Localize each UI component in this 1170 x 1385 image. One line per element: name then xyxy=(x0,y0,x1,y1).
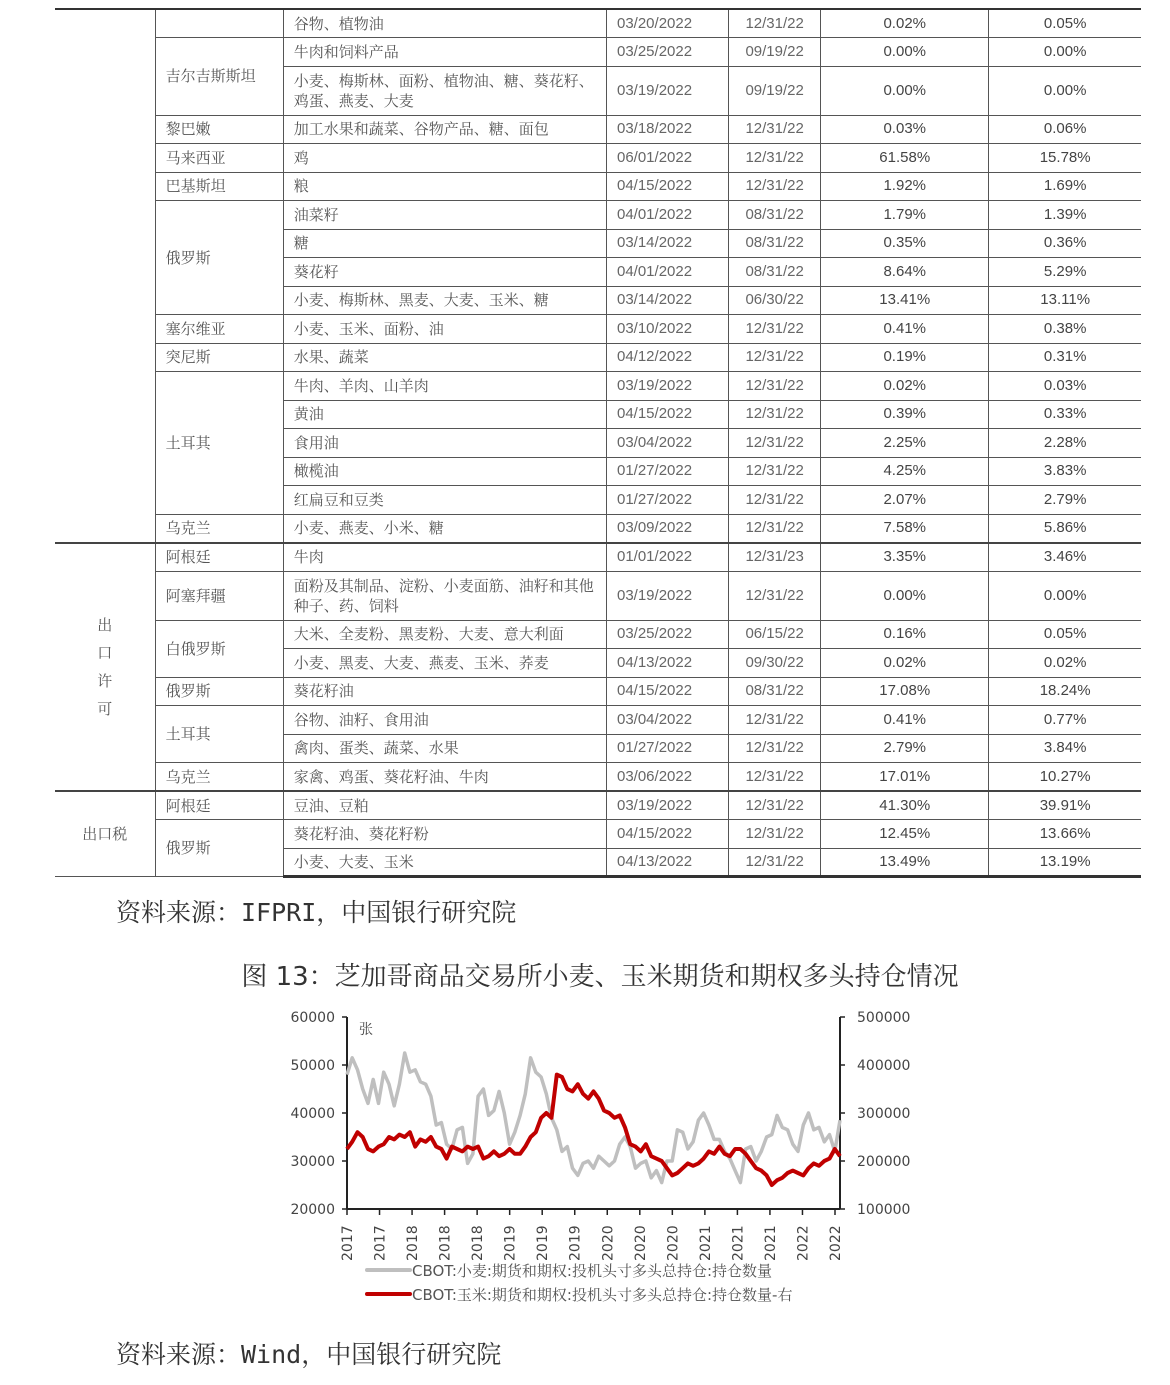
share-calorie-cell: 61.58% xyxy=(821,144,989,173)
start-date-cell: 03/04/2022 xyxy=(606,706,728,735)
table-row xyxy=(55,620,1141,649)
table-row xyxy=(55,172,1141,201)
share-calorie-cell: 41.30% xyxy=(821,791,989,820)
items-cell: 谷物、油籽、食用油 xyxy=(283,706,606,735)
share-trade-cell: 3.83% xyxy=(989,457,1141,486)
start-date-cell: 03/04/2022 xyxy=(606,429,728,458)
start-date-cell: 04/01/2022 xyxy=(606,201,728,230)
start-date-cell: 03/09/2022 xyxy=(606,514,728,543)
end-date-cell: 12/31/22 xyxy=(729,457,821,486)
items-cell: 红扁豆和豆类 xyxy=(283,486,606,515)
end-date-cell: 12/31/22 xyxy=(729,9,821,38)
x-tick-label: 2021 xyxy=(730,1225,747,1261)
end-date-cell: 08/31/22 xyxy=(729,229,821,258)
start-date-cell: 03/18/2022 xyxy=(606,115,728,144)
end-date-cell: 12/31/22 xyxy=(729,571,821,620)
share-calorie-cell: 0.02% xyxy=(821,372,989,401)
table-row xyxy=(55,9,1141,38)
end-date-cell: 12/31/22 xyxy=(729,372,821,401)
table-row xyxy=(55,372,1141,401)
left-tick-label: 60000 xyxy=(290,1010,335,1026)
items-cell: 葵花籽 xyxy=(283,258,606,287)
items-cell: 禽肉、蛋类、蔬菜、水果 xyxy=(283,734,606,763)
country-cell: 阿根廷 xyxy=(155,543,283,572)
country-cell: 阿根廷 xyxy=(155,791,283,820)
start-date-cell: 03/06/2022 xyxy=(606,763,728,792)
items-cell: 谷物、植物油 xyxy=(283,9,606,38)
country-cell: 乌克兰 xyxy=(155,763,283,792)
items-cell: 家禽、鸡蛋、葵花籽油、牛肉 xyxy=(283,763,606,792)
items-cell: 鸡 xyxy=(283,144,606,173)
share-calorie-cell: 0.00% xyxy=(821,38,989,67)
left-tick-label: 20000 xyxy=(290,1202,335,1218)
country-cell: 马来西亚 xyxy=(155,144,283,173)
country-cell: 突尼斯 xyxy=(155,343,283,372)
legend-label-wheat: CBOT:小麦:期货和期权:投机头寸多头总持仓:持仓数量 xyxy=(412,1262,773,1280)
end-date-cell: 09/30/22 xyxy=(729,649,821,678)
start-date-cell: 04/15/2022 xyxy=(606,172,728,201)
items-cell: 黄油 xyxy=(283,400,606,429)
share-trade-cell: 13.19% xyxy=(989,848,1141,877)
table-row xyxy=(55,571,1141,620)
country-cell: 土耳其 xyxy=(155,706,283,763)
x-tick-label: 2017 xyxy=(372,1225,389,1261)
items-cell: 小麦、梅斯林、面粉、植物油、糖、葵花籽、鸡蛋、燕麦、大麦 xyxy=(283,66,606,115)
end-date-cell: 09/19/22 xyxy=(729,38,821,67)
end-date-cell: 06/15/22 xyxy=(729,620,821,649)
country-cell: 俄罗斯 xyxy=(155,820,283,877)
left-tick-label: 40000 xyxy=(290,1106,335,1122)
country-cell: 巴基斯坦 xyxy=(155,172,283,201)
table-row xyxy=(55,677,1141,706)
start-date-cell: 03/19/2022 xyxy=(606,66,728,115)
x-tick-label: 2018 xyxy=(405,1225,422,1261)
end-date-cell: 12/31/23 xyxy=(729,543,821,572)
share-trade-cell: 1.69% xyxy=(989,172,1141,201)
country-cell: 白俄罗斯 xyxy=(155,620,283,677)
end-date-cell: 12/31/22 xyxy=(729,763,821,792)
items-cell: 糖 xyxy=(283,229,606,258)
table-row xyxy=(55,706,1141,735)
share-trade-cell: 2.79% xyxy=(989,486,1141,515)
share-trade-cell: 3.84% xyxy=(989,734,1141,763)
right-tick-label: 100000 xyxy=(857,1202,911,1218)
country-cell: 俄罗斯 xyxy=(155,201,283,315)
category-char: 许 xyxy=(97,671,113,690)
country-cell: 乌克兰 xyxy=(155,514,283,543)
share-trade-cell: 0.00% xyxy=(989,571,1141,620)
start-date-cell: 03/25/2022 xyxy=(606,620,728,649)
items-cell: 大米、全麦粉、黑麦粉、大麦、意大利面 xyxy=(283,620,606,649)
end-date-cell: 12/31/22 xyxy=(729,734,821,763)
unit-label: 张 xyxy=(359,1022,373,1038)
x-tick-label: 2018 xyxy=(437,1225,454,1261)
share-trade-cell: 0.05% xyxy=(989,620,1141,649)
category-char: 出 xyxy=(97,615,113,634)
end-date-cell: 08/31/22 xyxy=(729,677,821,706)
start-date-cell: 03/19/2022 xyxy=(606,372,728,401)
country-cell: 吉尔吉斯斯坦 xyxy=(155,38,283,116)
share-calorie-cell: 1.79% xyxy=(821,201,989,230)
left-tick-label: 30000 xyxy=(290,1154,335,1170)
category-char: 可 xyxy=(97,699,113,718)
share-calorie-cell: 13.41% xyxy=(821,286,989,315)
country-cell: 阿塞拜疆 xyxy=(155,571,283,620)
left-tick-label: 50000 xyxy=(290,1058,335,1074)
end-date-cell: 08/31/22 xyxy=(729,201,821,230)
share-calorie-cell: 2.07% xyxy=(821,486,989,515)
table-row xyxy=(55,144,1141,173)
items-cell: 橄榄油 xyxy=(283,457,606,486)
table-row xyxy=(55,201,1141,230)
x-tick-label: 2017 xyxy=(340,1225,356,1261)
country-cell: 黎巴嫩 xyxy=(155,115,283,144)
end-date-cell: 12/31/22 xyxy=(729,706,821,735)
table-row xyxy=(55,115,1141,144)
share-trade-cell: 2.28% xyxy=(989,429,1141,458)
x-tick-label: 2022 xyxy=(828,1225,844,1261)
share-calorie-cell: 0.39% xyxy=(821,400,989,429)
share-calorie-cell: 12.45% xyxy=(821,820,989,849)
end-date-cell: 12/31/22 xyxy=(729,791,821,820)
share-trade-cell: 0.03% xyxy=(989,372,1141,401)
right-tick-label: 400000 xyxy=(857,1058,911,1074)
x-tick-label: 2022 xyxy=(795,1225,812,1261)
right-tick-label: 300000 xyxy=(857,1106,911,1122)
share-trade-cell: 5.86% xyxy=(989,514,1141,543)
end-date-cell: 12/31/22 xyxy=(729,343,821,372)
start-date-cell: 01/27/2022 xyxy=(606,457,728,486)
end-date-cell: 12/31/22 xyxy=(729,848,821,877)
share-calorie-cell: 1.92% xyxy=(821,172,989,201)
positions-line-chart xyxy=(260,1000,960,1320)
x-tick-label: 2019 xyxy=(502,1225,519,1261)
share-calorie-cell: 13.49% xyxy=(821,848,989,877)
start-date-cell: 03/20/2022 xyxy=(606,9,728,38)
start-date-cell: 03/14/2022 xyxy=(606,286,728,315)
items-cell: 粮 xyxy=(283,172,606,201)
share-trade-cell: 0.33% xyxy=(989,400,1141,429)
x-tick-label: 2020 xyxy=(600,1225,617,1261)
start-date-cell: 04/15/2022 xyxy=(606,400,728,429)
category-char: 口 xyxy=(97,643,113,662)
end-date-cell: 12/31/22 xyxy=(729,115,821,144)
share-trade-cell: 5.29% xyxy=(989,258,1141,287)
end-date-cell: 12/31/22 xyxy=(729,514,821,543)
wheat-series-line xyxy=(347,1053,840,1183)
category-cell xyxy=(55,543,155,792)
items-cell: 水果、蔬菜 xyxy=(283,343,606,372)
start-date-cell: 04/13/2022 xyxy=(606,649,728,678)
items-cell: 小麦、黑麦、大麦、燕麦、玉米、荞麦 xyxy=(283,649,606,678)
country-cell: 塞尔维亚 xyxy=(155,315,283,344)
start-date-cell: 01/27/2022 xyxy=(606,734,728,763)
start-date-cell: 01/27/2022 xyxy=(606,486,728,515)
end-date-cell: 12/31/22 xyxy=(729,486,821,515)
right-tick-label: 200000 xyxy=(857,1154,911,1170)
source-note-ifpri: 资料来源：IFPRI，中国银行研究院 xyxy=(116,898,517,927)
items-cell: 豆油、豆粕 xyxy=(283,791,606,820)
share-calorie-cell: 17.01% xyxy=(821,763,989,792)
share-calorie-cell: 17.08% xyxy=(821,677,989,706)
items-cell: 面粉及其制品、淀粉、小麦面筋、油籽和其他种子、药、饲料 xyxy=(283,571,606,620)
share-calorie-cell: 0.00% xyxy=(821,66,989,115)
end-date-cell: 12/31/22 xyxy=(729,144,821,173)
items-cell: 牛肉、羊肉、山羊肉 xyxy=(283,372,606,401)
share-trade-cell: 15.78% xyxy=(989,144,1141,173)
end-date-cell: 06/30/22 xyxy=(729,286,821,315)
share-trade-cell: 13.11% xyxy=(989,286,1141,315)
country-cell xyxy=(155,9,283,38)
items-cell: 牛肉和饲料产品 xyxy=(283,38,606,67)
figure-title: 图 13：芝加哥商品交易所小麦、玉米期货和期权多头持仓情况 xyxy=(241,962,959,992)
share-calorie-cell: 3.35% xyxy=(821,543,989,572)
x-tick-label: 2020 xyxy=(632,1225,649,1261)
share-trade-cell: 39.91% xyxy=(989,791,1141,820)
start-date-cell: 03/10/2022 xyxy=(606,315,728,344)
items-cell: 小麦、燕麦、小米、糖 xyxy=(283,514,606,543)
category-cell xyxy=(55,9,155,543)
share-trade-cell: 0.05% xyxy=(989,9,1141,38)
items-cell: 加工水果和蔬菜、谷物产品、糖、面包 xyxy=(283,115,606,144)
start-date-cell: 04/15/2022 xyxy=(606,677,728,706)
right-tick-label: 500000 xyxy=(857,1010,911,1026)
share-calorie-cell: 0.03% xyxy=(821,115,989,144)
share-calorie-cell: 0.02% xyxy=(821,649,989,678)
country-cell: 俄罗斯 xyxy=(155,677,283,706)
share-trade-cell: 0.06% xyxy=(989,115,1141,144)
start-date-cell: 04/01/2022 xyxy=(606,258,728,287)
x-tick-label: 2019 xyxy=(567,1225,584,1261)
share-trade-cell: 18.24% xyxy=(989,677,1141,706)
start-date-cell: 04/13/2022 xyxy=(606,848,728,877)
start-date-cell: 01/01/2022 xyxy=(606,543,728,572)
end-date-cell: 09/19/22 xyxy=(729,66,821,115)
share-calorie-cell: 2.79% xyxy=(821,734,989,763)
items-cell: 葵花籽油、葵花籽粉 xyxy=(283,820,606,849)
share-trade-cell: 0.00% xyxy=(989,38,1141,67)
table-row xyxy=(55,343,1141,372)
items-cell: 小麦、梅斯林、黑麦、大麦、玉米、糖 xyxy=(283,286,606,315)
share-trade-cell: 0.31% xyxy=(989,343,1141,372)
share-trade-cell: 0.00% xyxy=(989,66,1141,115)
start-date-cell: 03/19/2022 xyxy=(606,791,728,820)
items-cell: 食用油 xyxy=(283,429,606,458)
share-trade-cell: 10.27% xyxy=(989,763,1141,792)
table-row xyxy=(55,791,1141,820)
source-note-wind: 资料来源：Wind，中国银行研究院 xyxy=(116,1340,502,1369)
share-calorie-cell: 0.41% xyxy=(821,315,989,344)
trade-restrictions-table xyxy=(55,8,1141,878)
table-row xyxy=(55,543,1141,572)
end-date-cell: 08/31/22 xyxy=(729,258,821,287)
start-date-cell: 03/14/2022 xyxy=(606,229,728,258)
share-trade-cell: 0.38% xyxy=(989,315,1141,344)
start-date-cell: 04/12/2022 xyxy=(606,343,728,372)
table-row xyxy=(55,315,1141,344)
x-tick-label: 2021 xyxy=(762,1225,779,1261)
start-date-cell: 04/15/2022 xyxy=(606,820,728,849)
share-calorie-cell: 0.02% xyxy=(821,9,989,38)
share-calorie-cell: 2.25% xyxy=(821,429,989,458)
share-trade-cell: 1.39% xyxy=(989,201,1141,230)
table-row xyxy=(55,763,1141,792)
start-date-cell: 03/19/2022 xyxy=(606,571,728,620)
x-tick-label: 2021 xyxy=(697,1225,714,1261)
share-calorie-cell: 8.64% xyxy=(821,258,989,287)
share-trade-cell: 0.77% xyxy=(989,706,1141,735)
share-trade-cell: 13.66% xyxy=(989,820,1141,849)
x-tick-label: 2020 xyxy=(665,1225,682,1261)
items-cell: 小麦、玉米、面粉、油 xyxy=(283,315,606,344)
share-trade-cell: 3.46% xyxy=(989,543,1141,572)
end-date-cell: 12/31/22 xyxy=(729,400,821,429)
items-cell: 牛肉 xyxy=(283,543,606,572)
end-date-cell: 12/31/22 xyxy=(729,429,821,458)
start-date-cell: 03/25/2022 xyxy=(606,38,728,67)
end-date-cell: 12/31/22 xyxy=(729,820,821,849)
share-calorie-cell: 0.00% xyxy=(821,571,989,620)
share-trade-cell: 0.36% xyxy=(989,229,1141,258)
table-row xyxy=(55,514,1141,543)
share-calorie-cell: 0.19% xyxy=(821,343,989,372)
category-cell: 出口税 xyxy=(55,791,155,877)
items-cell: 油菜籽 xyxy=(283,201,606,230)
start-date-cell: 06/01/2022 xyxy=(606,144,728,173)
share-calorie-cell: 4.25% xyxy=(821,457,989,486)
table-row xyxy=(55,820,1141,849)
x-tick-label: 2018 xyxy=(470,1225,487,1261)
share-calorie-cell: 7.58% xyxy=(821,514,989,543)
share-calorie-cell: 0.35% xyxy=(821,229,989,258)
share-calorie-cell: 0.16% xyxy=(821,620,989,649)
items-cell: 葵花籽油 xyxy=(283,677,606,706)
legend-label-corn: CBOT:玉米:期货和期权:投机头寸多头总持仓:持仓数量-右 xyxy=(412,1286,793,1304)
table-row xyxy=(55,38,1141,67)
x-tick-label: 2019 xyxy=(535,1225,552,1261)
end-date-cell: 12/31/22 xyxy=(729,315,821,344)
share-trade-cell: 0.02% xyxy=(989,649,1141,678)
share-calorie-cell: 0.41% xyxy=(821,706,989,735)
end-date-cell: 12/31/22 xyxy=(729,172,821,201)
country-cell: 土耳其 xyxy=(155,372,283,515)
items-cell: 小麦、大麦、玉米 xyxy=(283,848,606,877)
